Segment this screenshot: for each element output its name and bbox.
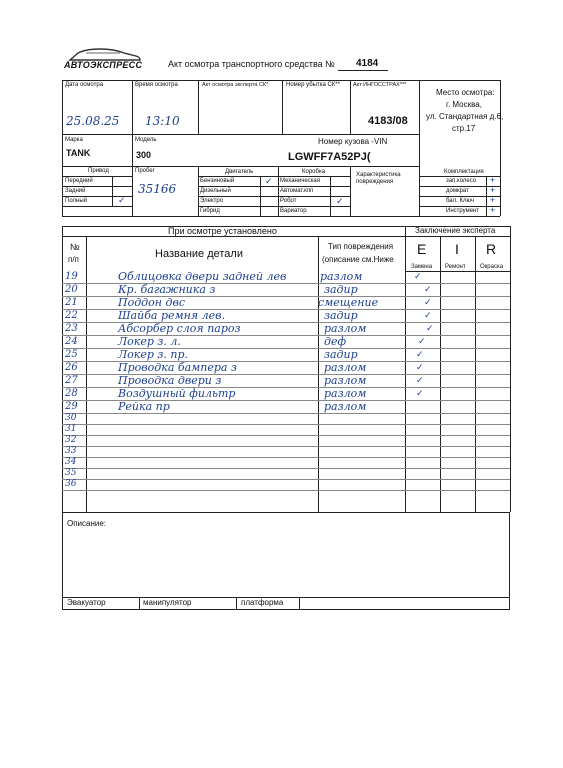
place-line-3: стр.17 xyxy=(452,124,476,133)
row-number: 25 xyxy=(65,349,78,360)
row-type: задир xyxy=(324,283,358,296)
expert-label: Акт осмотра эксперта СК* xyxy=(202,82,269,88)
equip-spare-plus: + xyxy=(490,175,496,185)
drive-front: Передний xyxy=(65,178,93,184)
engine-electro: Электро xyxy=(200,198,224,204)
row-type: разлом xyxy=(320,270,363,283)
act-title: Акт осмотра транспортного средства № xyxy=(168,59,335,69)
row-replace-mark: ✓ xyxy=(416,388,424,398)
row-number: 20 xyxy=(65,284,78,295)
row-part: Проводка двери з xyxy=(118,374,222,387)
col-paint: Окраска xyxy=(480,264,504,270)
row-part: Воздушный фильтр xyxy=(118,387,236,400)
table-row xyxy=(62,436,510,447)
description-box xyxy=(62,512,510,598)
row-replace-mark: ✓ xyxy=(416,349,424,359)
evacuator-label: Эвакуатор xyxy=(67,598,106,607)
row-part: Шайба ремня лев. xyxy=(118,309,226,322)
row-type: разлом xyxy=(324,322,367,335)
vin-value: LGWFF7A52PJ( xyxy=(288,151,371,163)
row-type: разлом xyxy=(324,400,367,413)
row-replace-mark: ✓ xyxy=(424,297,432,307)
gearbox-cvt: Вариатор xyxy=(280,208,307,214)
row-replace-mark: ✓ xyxy=(426,323,434,333)
equip-tools-plus: + xyxy=(490,205,496,215)
table-row xyxy=(62,401,510,414)
letter-e: E xyxy=(417,241,427,257)
section-title: При осмотре установлено xyxy=(168,226,277,236)
row-number: 32 xyxy=(65,435,77,445)
model-value: 300 xyxy=(136,150,152,160)
row-part: Облицовка двери задней лев xyxy=(118,270,287,283)
ingos-value: 4183/08 xyxy=(368,115,408,127)
row-number: 34 xyxy=(65,457,77,467)
logo-text: АВТОЭКСПРЕСС xyxy=(64,60,143,70)
gearbox-robot: Робот xyxy=(280,198,297,204)
drive-header: Привод xyxy=(88,168,109,174)
num-header: № xyxy=(70,242,80,252)
row-number: 30 xyxy=(65,413,77,423)
row-part: Проводка бампера з xyxy=(118,361,237,374)
table-row xyxy=(62,425,510,436)
engine-header: Двигатель xyxy=(225,169,254,175)
row-type: задир xyxy=(324,348,358,361)
name-header: Название детали xyxy=(155,248,243,260)
equip-jack-plus: + xyxy=(490,185,496,195)
table-row xyxy=(62,447,510,458)
type-header: Тип повреждения xyxy=(328,242,394,251)
row-part: Поддон двс xyxy=(118,296,186,309)
transport-row xyxy=(62,598,510,610)
type-sub: (описание см.Ниже xyxy=(322,255,394,264)
engine-petrol-check: ✓ xyxy=(265,176,273,186)
logo xyxy=(64,46,144,70)
manipulator-label: манипулятор xyxy=(143,598,192,607)
row-type: деф xyxy=(324,335,347,348)
table-row xyxy=(62,469,510,480)
place-line-2: ул. Стандартная д.6, xyxy=(426,112,504,121)
num-sub: п/п xyxy=(68,255,79,264)
row-part: Рейка пр xyxy=(118,400,170,413)
row-number: 21 xyxy=(65,297,78,308)
loss-label: Номер убытка СК** xyxy=(286,82,340,88)
time-label: Время осмотра xyxy=(135,82,178,88)
row-number: 24 xyxy=(65,336,78,347)
row-replace-mark: ✓ xyxy=(418,336,426,346)
vin-label: Номер кузова -VIN xyxy=(318,137,388,146)
row-number: 29 xyxy=(65,401,78,412)
ingos-label: Акт ИНГОССТРАХ*** xyxy=(353,82,407,88)
row-number: 27 xyxy=(65,375,78,386)
description-label: Описание: xyxy=(67,519,107,528)
date-label: Дата осмотра xyxy=(65,82,104,88)
row-replace-mark: ✓ xyxy=(416,375,424,385)
letter-r: R xyxy=(486,241,497,257)
row-part: Локер з. л. xyxy=(118,335,181,348)
equip-wrench: бал. Ключ xyxy=(446,198,474,204)
row-number: 22 xyxy=(65,310,78,321)
equip-header: Комплектация xyxy=(444,169,484,175)
gearbox-header: Коробка xyxy=(302,169,326,175)
row-number: 36 xyxy=(65,479,77,489)
platform-label: платформа xyxy=(241,598,284,607)
mileage-value: 35166 xyxy=(138,182,177,196)
conclusion-title: Заключение эксперта xyxy=(415,226,496,235)
row-number: 19 xyxy=(65,271,78,282)
drive-rear: Задний xyxy=(65,188,86,194)
gearbox-robot-check: ✓ xyxy=(336,196,344,206)
brand-label: Марка xyxy=(65,137,83,143)
damage-char-label: Характеристика повреждения xyxy=(356,172,401,185)
gearbox-auto: Автомат.кпп xyxy=(280,188,314,194)
place-line-1: г. Москва, xyxy=(446,100,482,109)
time-value: 13:10 xyxy=(145,114,180,128)
place-label: Место осмотра: xyxy=(436,88,495,97)
row-part: Локер з. пр. xyxy=(118,348,189,361)
row-number: 23 xyxy=(65,323,78,334)
row-number: 33 xyxy=(65,446,77,456)
equip-tools: Инструмент xyxy=(446,208,480,214)
col-repair: Ремонт xyxy=(445,264,466,270)
row-replace-mark: ✓ xyxy=(414,271,422,281)
drive-full: Полный xyxy=(65,198,87,204)
row-replace-mark: ✓ xyxy=(416,362,424,372)
row-type: задир xyxy=(324,309,358,322)
drive-full-check: ✓ xyxy=(118,195,126,205)
gearbox-manual: Механическая xyxy=(280,178,321,184)
row-number: 28 xyxy=(65,388,78,399)
table-row xyxy=(62,458,510,469)
brand-value: TANK xyxy=(66,148,91,158)
col-replace: Замена xyxy=(411,264,433,270)
row-number: 35 xyxy=(65,468,77,478)
row-replace-mark: ✓ xyxy=(424,310,432,320)
table-row xyxy=(62,480,510,491)
row-part: Кр. багажника з xyxy=(118,283,216,296)
letter-i: I xyxy=(455,241,459,257)
engine-diesel: Дизельный xyxy=(200,188,231,194)
table-row xyxy=(62,414,510,425)
equip-spare: зап.колесо xyxy=(446,178,477,184)
row-replace-mark: ✓ xyxy=(424,284,432,294)
engine-hybrid: Гибрид xyxy=(200,208,220,214)
equip-jack: домкрат xyxy=(446,188,469,194)
row-number: 26 xyxy=(65,362,78,373)
mileage-label: Пробег xyxy=(135,168,155,174)
row-type: смещение xyxy=(318,296,379,309)
engine-petrol: Бензиновый xyxy=(200,178,235,184)
row-part: Абсорбер слоя пароз xyxy=(118,322,241,335)
row-type: разлом xyxy=(324,361,367,374)
row-type: разлом xyxy=(324,374,367,387)
row-number: 31 xyxy=(65,424,77,434)
row-type: разлом xyxy=(324,387,367,400)
date-value: 25.08.25 xyxy=(66,114,120,128)
act-number: 4184 xyxy=(356,58,379,69)
equip-wrench-plus: + xyxy=(490,195,496,205)
model-label: Модель xyxy=(135,137,157,143)
